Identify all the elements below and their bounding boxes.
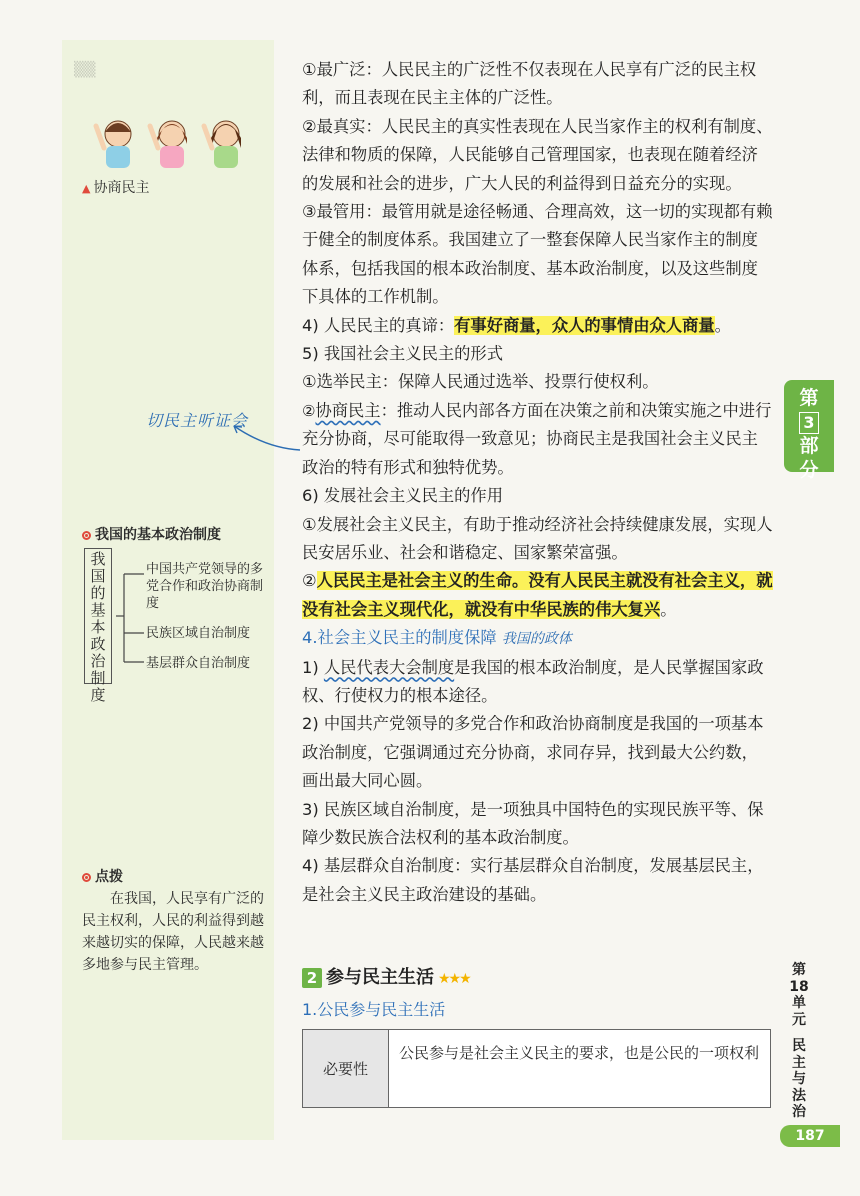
- system-3: 3) 民族区域自治制度，是一项独具中国特色的实现民族平等、保障少数民族合法权利的基本政治制度。: [302, 799, 764, 847]
- table-cell: 公民参与是社会主义民主的要求，也是公民的一项权利: [399, 1044, 760, 1062]
- system-root-box: [84, 548, 112, 704]
- handwritten-arrow: [226, 420, 306, 456]
- necessity-table: [302, 1029, 771, 1108]
- section-badge: 2: [302, 968, 322, 988]
- role-2-end: 。: [660, 599, 677, 619]
- caption-text: 协商民主: [93, 180, 150, 196]
- role-1: ①发展社会主义民主，有助于推动经济社会持续健康发展，实现人民安居乐业、社会和谐稳定、国家繁荣富强。: [302, 514, 773, 562]
- feature-widest: ①最广泛：人民民主的广泛性不仅表现在人民享有广泛的民主权利，而且表现在民主主体的广泛性。: [302, 60, 757, 108]
- system-item-grassroots: 基层群众自治制度: [146, 656, 251, 671]
- part-tab-line2: 部: [799, 435, 819, 457]
- sec4-title: [302, 624, 774, 653]
- bracket-lines: [112, 560, 148, 670]
- truth-prefix: 4) 人民民主的真谛：: [302, 315, 455, 335]
- system-2: 2) 中国共产党领导的多党合作和政治协商制度是我国的一项基本政治制度，它强调通过充分协商，求同存异，找到最大公约数，画出最大同心圆。: [302, 714, 764, 791]
- section-2-heading: [302, 963, 470, 989]
- role-title: 6) 发展社会主义民主的作用: [302, 486, 503, 506]
- kids-illustration: [92, 108, 252, 170]
- subsection-1-title: 1.公民参与民主生活: [302, 1000, 446, 1019]
- sys-1-prefix: 1): [302, 657, 324, 677]
- feature-most-useful: ③最管用：最管用就是途径畅通、合理高效，这一切的实现都有赖于健全的制度体系。我国建立了一整套保障人民当家作主的制度体系，包括我国的根本政治制度、基本政治制度，以及这些制度下具体的工作机制。: [302, 202, 773, 307]
- page-number: 187: [780, 1125, 840, 1147]
- truth-line: [302, 312, 774, 340]
- feature-truest: ②最真实：人民民主的真实性表现在人民当家作主的权利有制度、法律和物质的保障，人民能够自己管理国家，也表现在随着经济的发展和社会的进步，广大人民的利益得到日益充分的实现。: [302, 116, 773, 193]
- table-header: 必要性: [303, 1030, 389, 1107]
- tip-text: 在我国，人民享有广泛的民主权利，人民的利益得到越来越切实的保障，人民越来越多地参与民主管理。: [82, 891, 264, 973]
- forms-title: 5) 我国社会主义民主的形式: [302, 344, 503, 364]
- main-content: [302, 56, 774, 909]
- triangle-icon: ▲: [82, 182, 91, 195]
- part-tab-num: 3: [799, 412, 819, 434]
- truth-end: 。: [714, 315, 731, 335]
- sys-1-text: 是我国的根本政治制度，是人民掌握国家政权、行使权力的根本途径。: [302, 657, 764, 705]
- part-tab-line3: 分: [799, 459, 819, 481]
- section-title-text: 我国的基本政治制度: [95, 527, 221, 543]
- unit-label-line2: 民主与法治: [792, 1038, 806, 1120]
- election-democracy: ①选举民主：保障人民通过选举、投票行使权利。: [302, 372, 659, 392]
- role-2-num: ②: [302, 571, 317, 591]
- part-tab-line1: 第: [799, 387, 819, 409]
- consult-text: ：推动人民内部各方面在决策之前和决策实施之中进行充分协商，尽可能取得一致意见；协商民主是我国社会主义民主政治的特有形式和独特优势。: [302, 400, 772, 477]
- system-item-ethnic: 民族区域自治制度: [146, 626, 251, 641]
- system-item-cpc: 中国共产党领导的多党合作和政治协商制度: [146, 562, 264, 611]
- tip-box: [82, 888, 267, 976]
- handwritten-sec4-note: 我国的政体: [501, 631, 572, 648]
- role-2: [302, 567, 774, 624]
- tip-title-text: 点拨: [95, 869, 123, 885]
- system-root-text: 我国的基本政治制度: [90, 550, 106, 704]
- unit-label-line1: 第18单元: [789, 962, 809, 1028]
- consult-label: 协商民主: [315, 400, 381, 420]
- sys-1-label: 人民代表大会制度: [323, 657, 455, 677]
- truth-highlight: 有事好商量，众人的事情由众人商量: [454, 315, 715, 335]
- section-title-political-system: [82, 524, 221, 544]
- role-2-highlight: 人民民主是社会主义的生命。没有人民民主就没有社会主义，就没有社会主义现代化，就没有中华民族的伟大复兴: [302, 571, 773, 619]
- system-4: 4) 基层群众自治制度：实行基层群众自治制度，发展基层民主，是社会主义民主政治建设的基础。: [302, 856, 764, 904]
- consultative-democracy: [302, 397, 774, 482]
- bullet-dot-icon: [82, 531, 91, 540]
- bullet-dot-icon: [82, 873, 91, 882]
- unit-label: [788, 962, 810, 1121]
- tip-title: [82, 866, 123, 886]
- part-tab: [784, 380, 834, 481]
- system-1: [302, 654, 774, 711]
- circled-number: ②: [302, 401, 316, 420]
- bleed-through-text: ▒▒: [74, 62, 96, 78]
- sec4-title-text: 4.社会主义民主的制度保障: [302, 628, 497, 648]
- image-caption: [82, 177, 149, 197]
- handwritten-note: 切民主听证会: [146, 411, 249, 430]
- section-2-title: 参与民主生活: [326, 967, 434, 988]
- stars-icon: ★★★: [438, 971, 470, 987]
